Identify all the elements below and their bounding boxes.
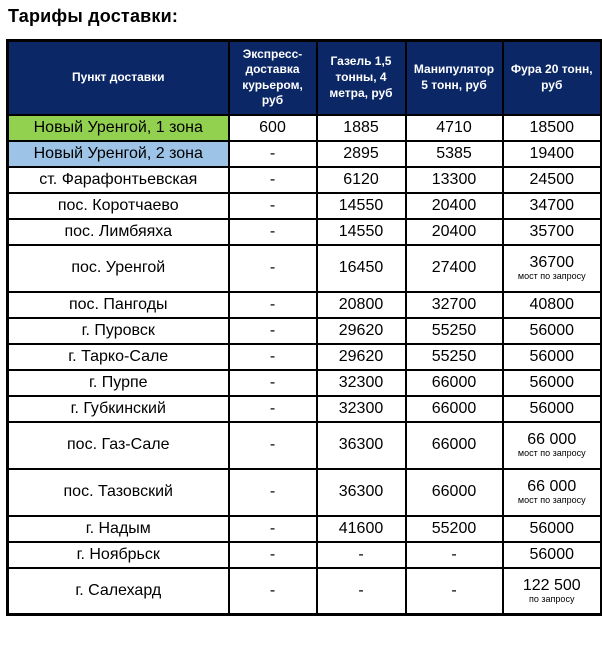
truck-price-note: мост по запросу (517, 447, 586, 458)
cell-delivery-point: г. Пурпе (8, 370, 229, 396)
cell-express-price: - (229, 396, 317, 422)
cell-truck-price (503, 422, 602, 469)
col-header-truck-20t: Фура 20 тонн, руб (503, 41, 602, 115)
cell-manipulator-price: 20400 (406, 219, 503, 245)
cell-express-price: - (229, 344, 317, 370)
cell-gazelle-price: 29620 (317, 344, 406, 370)
table-row (8, 516, 602, 542)
cell-manipulator-price: 66000 (406, 422, 503, 469)
table-row (8, 245, 602, 292)
cell-gazelle-price: 36300 (317, 422, 406, 469)
truck-price-value: 19400 (529, 144, 574, 162)
cell-delivery-point: пос. Пангоды (8, 292, 229, 318)
cell-gazelle-price: - (317, 542, 406, 568)
table-row (8, 115, 602, 141)
cell-gazelle-price: 20800 (317, 292, 406, 318)
cell-delivery-point: Новый Уренгой, 1 зона (8, 115, 229, 141)
truck-price-value: 18500 (529, 118, 574, 136)
table-row (8, 396, 602, 422)
table-row (8, 318, 602, 344)
cell-express-price: - (229, 292, 317, 318)
cell-delivery-point: Новый Уренгой, 2 зона (8, 141, 229, 167)
cell-manipulator-price: 55200 (406, 516, 503, 542)
truck-price-value: 35700 (529, 222, 574, 240)
truck-price-value: 34700 (529, 196, 574, 214)
tariff-table-header (8, 41, 602, 115)
cell-truck-price (503, 469, 602, 516)
cell-truck-price (503, 292, 602, 318)
cell-express-price: 600 (229, 115, 317, 141)
cell-truck-price (503, 193, 602, 219)
header-row (8, 41, 602, 115)
cell-manipulator-price: 55250 (406, 318, 503, 344)
cell-express-price: - (229, 245, 317, 292)
cell-express-price: - (229, 422, 317, 469)
table-row (8, 193, 602, 219)
cell-delivery-point: г. Ноябрьск (8, 542, 229, 568)
cell-delivery-point: пос. Уренгой (8, 245, 229, 292)
table-row (8, 542, 602, 568)
cell-truck-price (503, 516, 602, 542)
cell-truck-price (503, 318, 602, 344)
cell-manipulator-price: 27400 (406, 245, 503, 292)
table-row (8, 422, 602, 469)
truck-price-value: 56000 (529, 347, 574, 365)
cell-manipulator-price: - (406, 568, 503, 615)
truck-price-value: 56000 (529, 373, 574, 391)
cell-delivery-point: г. Салехард (8, 568, 229, 615)
truck-price-value: 66 000 (527, 478, 577, 496)
cell-gazelle-price: 29620 (317, 318, 406, 344)
tariff-table (6, 39, 602, 616)
truck-price-note: по запросу (529, 593, 575, 604)
table-row (8, 141, 602, 167)
tariff-table-body (8, 115, 602, 615)
cell-delivery-point: ст. Фарафонтьевская (8, 167, 229, 193)
cell-delivery-point: г. Пуровск (8, 318, 229, 344)
col-header-delivery-point: Пункт доставки (8, 41, 229, 115)
cell-manipulator-price: 5385 (406, 141, 503, 167)
cell-express-price: - (229, 141, 317, 167)
cell-delivery-point: пос. Газ-Сале (8, 422, 229, 469)
truck-price-note: мост по запросу (517, 270, 586, 281)
cell-delivery-point: пос. Лимбяяха (8, 219, 229, 245)
page-title: Тарифы доставки: (8, 6, 179, 26)
truck-price-value: 122 500 (522, 577, 581, 594)
cell-gazelle-price: - (317, 568, 406, 615)
cell-express-price: - (229, 568, 317, 615)
cell-manipulator-price: 32700 (406, 292, 503, 318)
truck-price-value: 66 000 (527, 431, 577, 449)
col-header-gazelle: Газель 1,5 тонны, 4 метра, руб (317, 41, 406, 115)
cell-manipulator-price: 55250 (406, 344, 503, 370)
cell-express-price: - (229, 167, 317, 193)
cell-delivery-point: пос. Тазовский (8, 469, 229, 516)
cell-gazelle-price: 14550 (317, 219, 406, 245)
cell-gazelle-price: 2895 (317, 141, 406, 167)
cell-gazelle-price: 41600 (317, 516, 406, 542)
cell-manipulator-price: 66000 (406, 396, 503, 422)
truck-price-value: 56000 (529, 321, 574, 339)
cell-gazelle-price: 14550 (317, 193, 406, 219)
cell-gazelle-price: 16450 (317, 245, 406, 292)
table-row (8, 167, 602, 193)
cell-express-price: - (229, 370, 317, 396)
cell-manipulator-price: - (406, 542, 503, 568)
cell-express-price: - (229, 193, 317, 219)
cell-delivery-point: г. Губкинский (8, 396, 229, 422)
table-row (8, 344, 602, 370)
cell-truck-price (503, 370, 602, 396)
cell-manipulator-price: 4710 (406, 115, 503, 141)
truck-price-value: 40800 (529, 295, 574, 313)
cell-truck-price (503, 141, 602, 167)
cell-gazelle-price: 32300 (317, 396, 406, 422)
cell-truck-price (503, 167, 602, 193)
cell-delivery-point: г. Надым (8, 516, 229, 542)
truck-price-value: 24500 (529, 170, 574, 188)
cell-express-price: - (229, 318, 317, 344)
truck-price-value: 56000 (529, 399, 574, 417)
cell-manipulator-price: 13300 (406, 167, 503, 193)
cell-truck-price (503, 568, 602, 615)
cell-truck-price (503, 396, 602, 422)
cell-gazelle-price: 6120 (317, 167, 406, 193)
cell-express-price: - (229, 516, 317, 542)
cell-gazelle-price: 32300 (317, 370, 406, 396)
cell-manipulator-price: 20400 (406, 193, 503, 219)
cell-express-price: - (229, 469, 317, 516)
cell-delivery-point: г. Тарко-Сале (8, 344, 229, 370)
cell-express-price: - (229, 219, 317, 245)
truck-price-value: 56000 (529, 545, 574, 563)
table-row (8, 292, 602, 318)
table-row (8, 568, 602, 615)
table-row (8, 469, 602, 516)
truck-price-value: 56000 (529, 519, 574, 537)
table-row (8, 219, 602, 245)
truck-price-note: мост по запросу (517, 494, 586, 505)
cell-truck-price (503, 542, 602, 568)
cell-delivery-point: пос. Коротчаево (8, 193, 229, 219)
col-header-manipulator: Манипулятор 5 тонн, руб (406, 41, 503, 115)
cell-truck-price (503, 245, 602, 292)
cell-express-price: - (229, 542, 317, 568)
cell-manipulator-price: 66000 (406, 469, 503, 516)
cell-truck-price (503, 219, 602, 245)
col-header-express-courier: Экспресс-доставка курьером, руб (229, 41, 317, 115)
table-row (8, 370, 602, 396)
truck-price-value: 36700 (529, 254, 574, 272)
cell-manipulator-price: 66000 (406, 370, 503, 396)
cell-truck-price (503, 344, 602, 370)
cell-gazelle-price: 36300 (317, 469, 406, 516)
cell-gazelle-price: 1885 (317, 115, 406, 141)
cell-truck-price (503, 115, 602, 141)
